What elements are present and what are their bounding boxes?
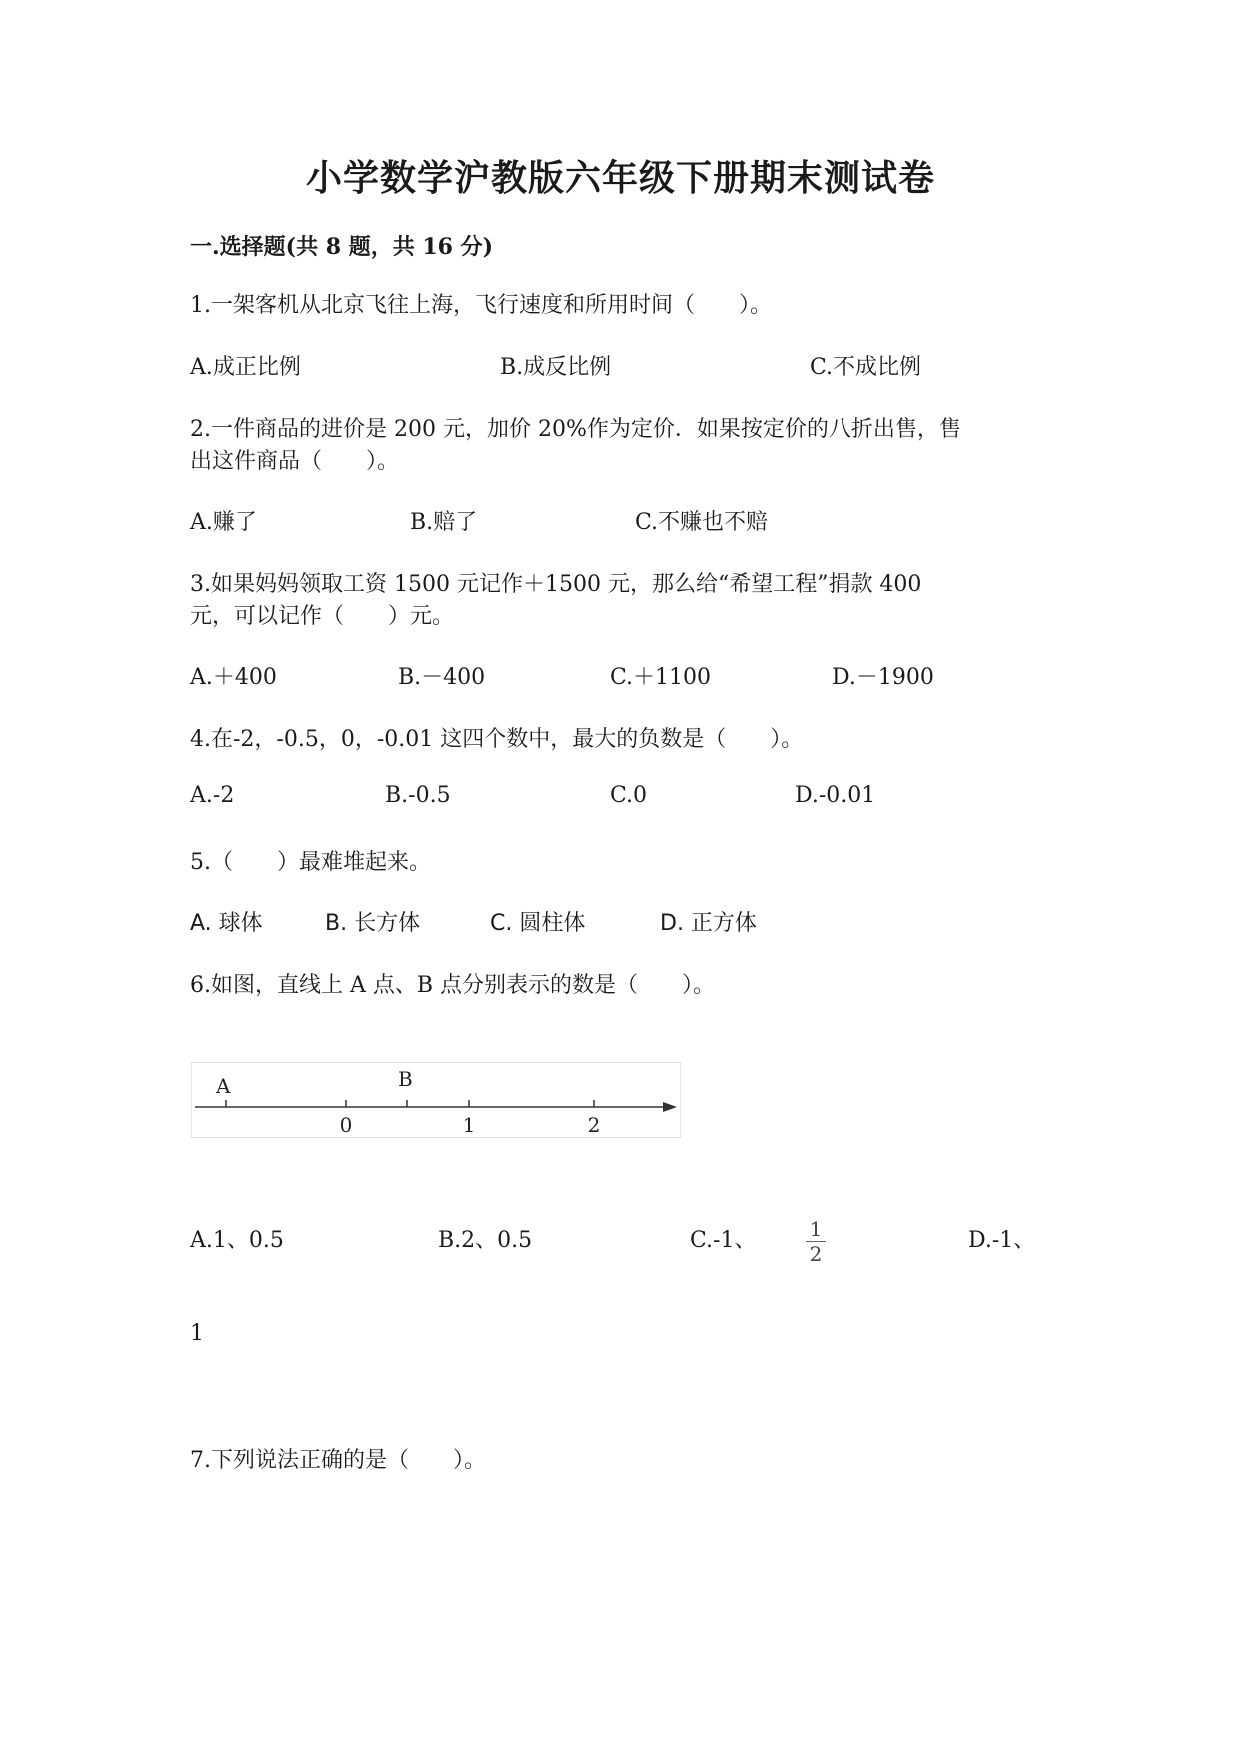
question-2-line-1: 2.一件商品的进价是 200 元，加价 20%作为定价．如果按定价的八折出售，售 xyxy=(190,417,961,442)
question-3-line-1: 3.如果妈妈领取工资 1500 元记作＋1500 元，那么给“希望工程”捐款 400 xyxy=(190,572,922,597)
q3-option-c: C.＋1100 xyxy=(610,665,712,690)
q1-option-b: B.成反比例 xyxy=(500,355,612,380)
question-7: 7.下列说法正确的是（ ）。 xyxy=(190,1448,486,1473)
q6-option-b: B.2、0.5 xyxy=(438,1228,533,1253)
tick-label-0: 0 xyxy=(339,1113,353,1137)
fraction-denominator: 2 xyxy=(809,1242,823,1266)
q2-option-a: A.赚了 xyxy=(190,510,257,535)
q6-option-c: C.-1、 xyxy=(690,1228,757,1253)
q5-option-a: A. 球体 xyxy=(190,911,263,936)
question-2-line-2: 出这件商品（ ）。 xyxy=(190,449,400,474)
q1-option-a: A.成正比例 xyxy=(190,355,301,380)
q6-option-a: A.1、0.5 xyxy=(190,1228,284,1253)
page-title: 小学数学沪教版六年级下册期末测试卷 xyxy=(305,157,935,199)
question-5: 5.（ ）最难堆起来。 xyxy=(190,850,431,875)
label-point-a: A xyxy=(216,1074,231,1098)
tick-label-2: 2 xyxy=(587,1113,601,1137)
q5-option-b: B. 长方体 xyxy=(325,911,421,936)
q2-option-b: B.赔了 xyxy=(410,510,478,535)
section-heading: 一.选择题(共 8 题，共 16 分) xyxy=(190,234,494,260)
tick-label-1: 1 xyxy=(462,1113,476,1137)
q4-option-d: D.-0.01 xyxy=(795,783,876,808)
q5-option-d: D. 正方体 xyxy=(660,911,757,936)
fraction-numerator: 1 xyxy=(809,1217,823,1241)
number-line-figure xyxy=(191,1062,681,1138)
question-6: 6.如图，直线上 A 点、B 点分别表示的数是（ ）。 xyxy=(190,973,716,998)
q3-option-b: B.－400 xyxy=(398,665,486,690)
q4-option-a: A.-2 xyxy=(190,783,235,808)
question-1: 1.一架客机从北京飞往上海，飞行速度和所用时间（ ）。 xyxy=(190,293,772,318)
q1-option-c: C.不成比例 xyxy=(810,355,922,380)
q3-option-a: A.＋400 xyxy=(190,665,277,690)
q6-option-d-wrap: 1 xyxy=(190,1321,204,1346)
q3-option-d: D.－1900 xyxy=(832,665,934,690)
question-3-line-2: 元，可以记作（ ）元。 xyxy=(190,604,455,629)
fraction-one-half xyxy=(806,1218,826,1265)
question-4: 4.在-2，-0.5，0，-0.01 这四个数中，最大的负数是（ ）。 xyxy=(190,727,804,752)
label-point-b: B xyxy=(398,1067,413,1091)
q4-option-b: B.-0.5 xyxy=(385,783,451,808)
q6-option-d: D.-1、 xyxy=(968,1228,1036,1253)
q5-option-c: C. 圆柱体 xyxy=(490,911,586,936)
q4-option-c: C.0 xyxy=(610,783,648,808)
q2-option-c: C.不赚也不赔 xyxy=(635,510,769,535)
